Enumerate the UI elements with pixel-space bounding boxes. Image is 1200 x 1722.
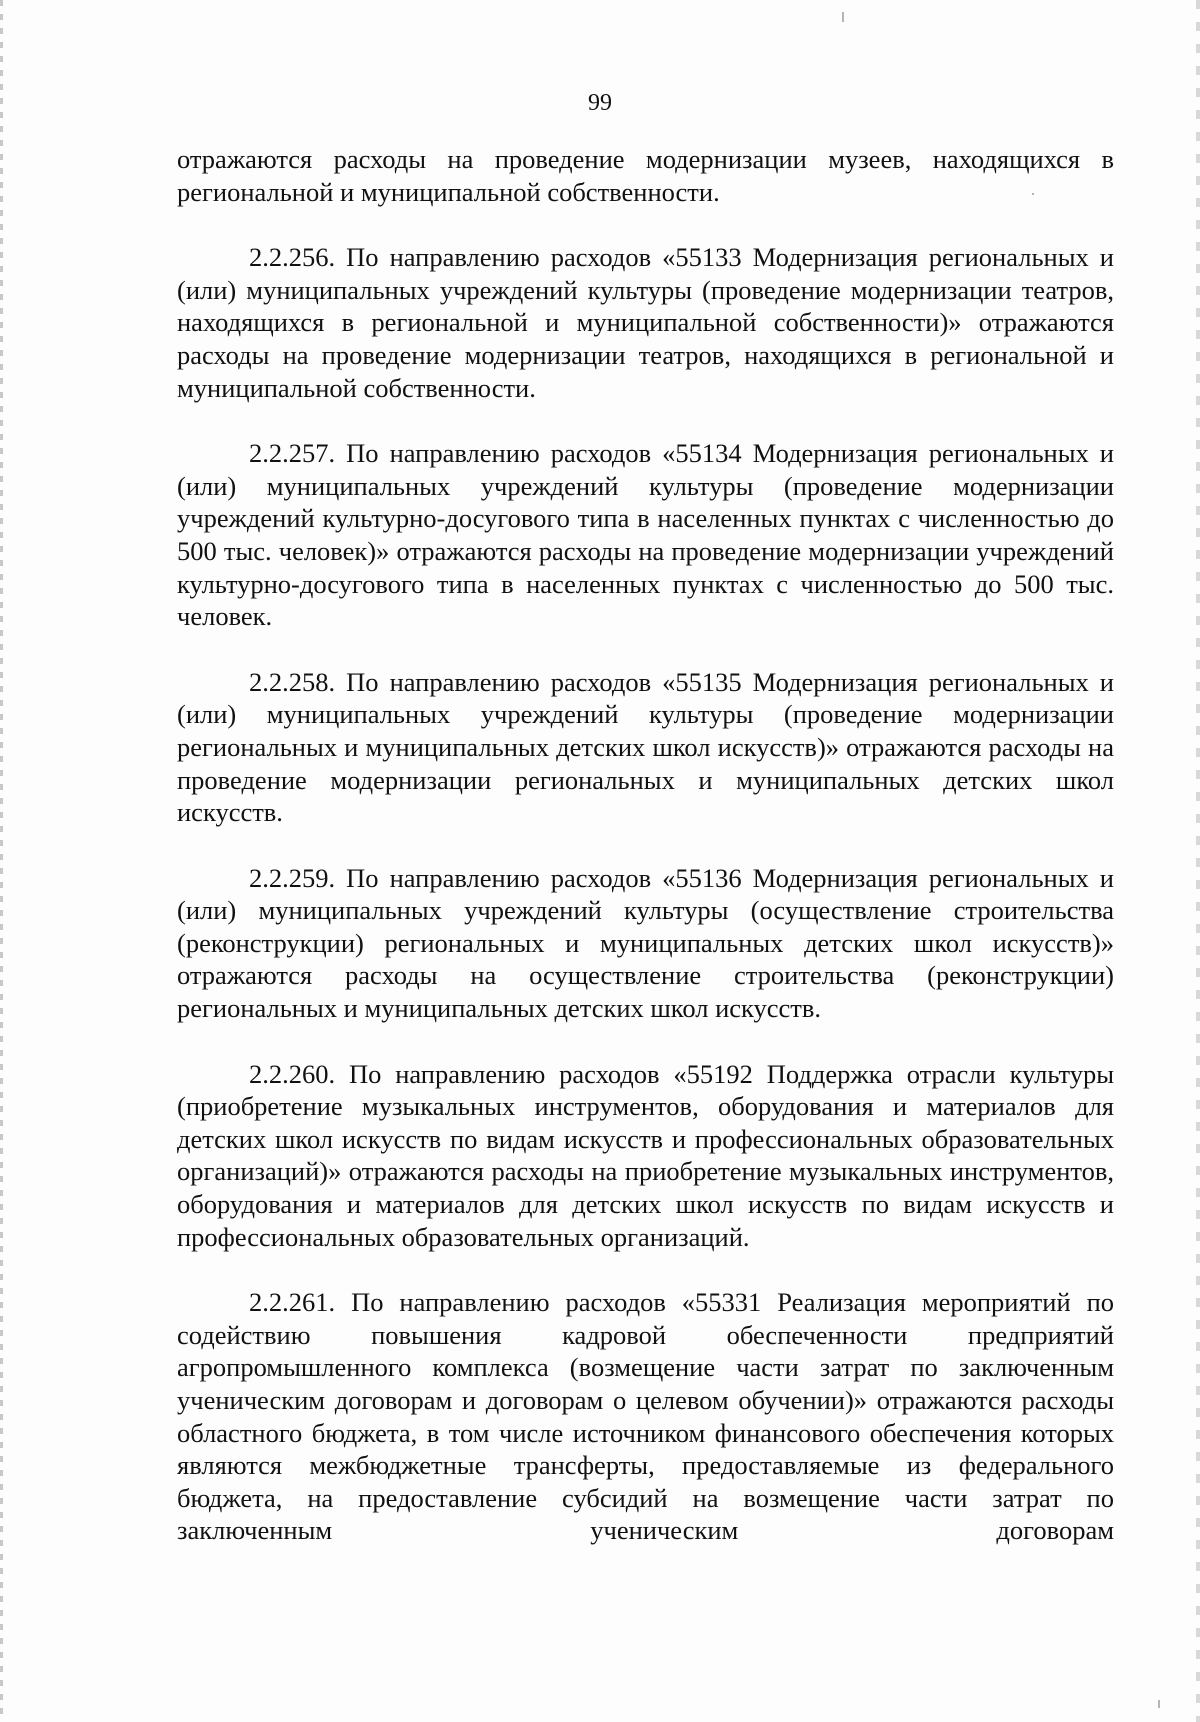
paragraph-2-2-260: 2.2.260. По направлению расходов «55192 Поддержка отрасли культуры (приобретение музыкальных инструментов, оборудования и материалов для детских школ искусств по видам искусств и профессиональных образовательных организаций)» отражаются расходы на приобретение музыкальных инструментов, оборудования и материалов для детских школ искусств по видам искусств и профессиональных образовательных организаций.: [177, 1058, 1114, 1252]
paragraph-2-2-257: 2.2.257. По направлению расходов «55134 Модернизация региональных и (или) муниципальных учреждений культуры (проведение модернизации учреждений культурно-досугового типа в населенных пунктах с численностью до 500 тыс. человек)» отражаются расходы на проведение модернизации учреждений культурно-досугового типа в населенных пунктах с численностью до 500 тыс. человек.: [177, 438, 1114, 632]
scan-speck: [1158, 1700, 1160, 1708]
scan-speck: [842, 12, 844, 22]
page-number: 99: [588, 90, 612, 116]
document-body: [177, 143, 1114, 1547]
scan-edge-left: [0, 0, 3, 1722]
paragraph-2-2-261: 2.2.261. По направлению расходов «55331 Реализация мероприятий по содействию повышения кадровой обеспеченности предприятий агропромышленного комплекса (возмещение части затрат по заключенным ученическим договорам и договорам о целевом обучении)» отражаются расходы областного бюджета, в том числе источником финансового обеспечения которых являются межбюджетные трансферты, предоставляемые из федерального бюджета, на предоставление субсидий на возмещение части затрат по заключенным ученическим договорам: [177, 1287, 1114, 1546]
paragraph-2-2-259: 2.2.259. По направлению расходов «55136 Модернизация региональных и (или) муниципальных учреждений культуры (осуществление строительства (реконструкции) региональных и муниципальных детских школ искусств)» отражаются расходы на осуществление строительства (реконструкции) региональных и муниципальных детских школ искусств.: [177, 862, 1114, 1024]
scan-edge-right: [1196, 0, 1200, 1722]
paragraph-continuation: отражаются расходы на проведение модернизации музеев, находящихся в региональной и муниципальной собственности.: [177, 144, 1114, 207]
paragraph-2-2-258: 2.2.258. По направлению расходов «55135 Модернизация региональных и (или) муниципальных учреждений культуры (проведение модернизации региональных и муниципальных детских школ искусств)» отражаются расходы на проведение модернизации региональных и муниципальных детских школ искусств.: [177, 666, 1114, 828]
paragraph-2-2-256: 2.2.256. По направлению расходов «55133 Модернизация региональных и (или) муниципальных учреждений культуры (проведение модернизации театров, находящихся в региональной и муниципальной собственности)» отражаются расходы на проведение модернизации театров, находящихся в региональной и муниципальной собственности.: [177, 242, 1114, 403]
